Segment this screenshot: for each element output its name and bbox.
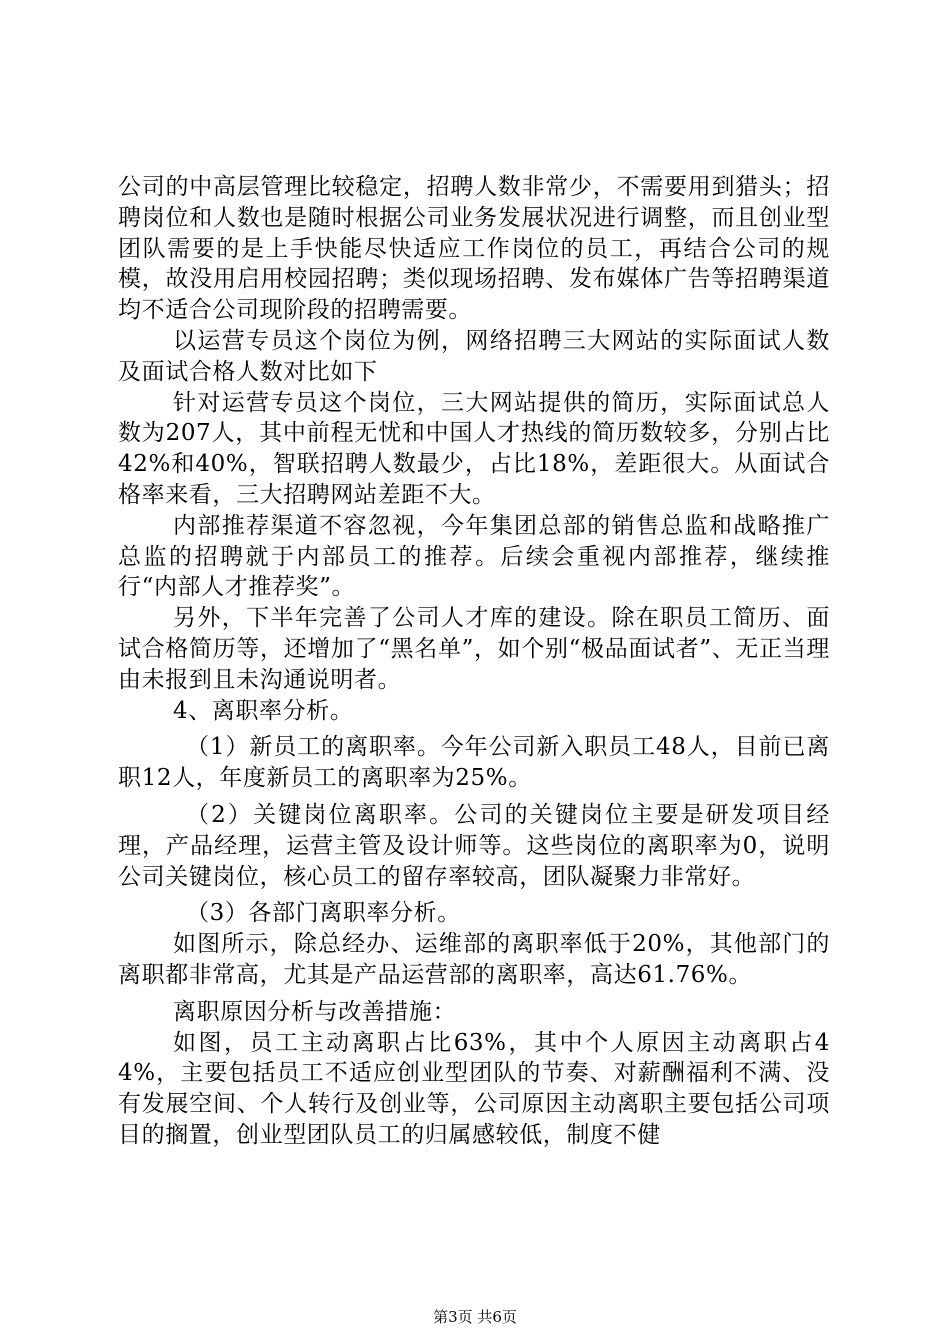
section-heading-turnover: 4、离职率分析。 [173,697,354,724]
paragraph-reasons-heading: 离职原因分析与改善措施： [173,998,457,1025]
paragraph-internal-referral: 内部推荐渠道不容忽视，今年集团总部的销售总监和战略推广总监的招聘就于内部员工的推荐。后续会重视内部推荐，继续推行“内部人才推荐奖”。 [118,512,830,601]
paragraph-resume-stats: 针对运营专员这个岗位，三大网站提供的简历，实际面试总人数为207人，其中前程无忧和中国人才热线的简历数较多，分别占比42%和40%，智联招聘人数最少，占比18%，差距很大。从面试合格率来看，三大招聘网站差距不大。 [118,389,830,508]
paragraph-continuation: 公司的中高层管理比较稳定，招聘人数非常少，不需要用到猎头；招聘岗位和人数也是随时根据公司业务发展状况进行调整，而且创业型团队需要的是上手快能尽快适应工作岗位的员工，再结合公司的规模，故没用启用校园招聘；类似现场招聘、发布媒体广告等招聘渠道均不适合公司现阶段的招聘需要。 [118,174,830,324]
paragraph-key-position-turnover: （2）关键岗位离职率。公司的关键岗位主要是研发项目经理，产品经理，运营主管及设计师等。这些岗位的离职率为0，说明公司关键岗位，核心员工的留存率较高，团队凝聚力非常好。 [118,801,830,890]
paragraph-department-turnover: 如图所示，除总经办、运维部的离职率低于20%，其他部门的离职都非常高，尤其是产品运营部的离职率，高达61.76%。 [118,931,830,988]
paragraph-operations-example: 以运营专员这个岗位为例，网络招聘三大网站的实际面试人数及面试合格人数对比如下 [118,327,830,385]
paragraph-talent-pool: 另外，下半年完善了公司人才库的建设。除在职员工简历、面试合格简历等，还增加了“黑名单”，如个别“极品面试者”、无正当理由未报到且未沟通说明者。 [118,605,830,693]
paragraph-reasons-analysis: 如图，员工主动离职占比63%，其中个人原因主动离职占44%，主要包括员工不适应创业型团队的节奏、对薪酬福利不满、没有发展空间、个人转行及创业等，公司原因主动离职主要包括公司项目的搁置，创业型团队员工的归属感较低，制度不健 [118,1029,830,1148]
paragraph-department-turnover-heading: （3）各部门离职率分析。 [186,900,461,927]
page-footer: 第3页 共6页 [433,1308,517,1326]
document-body [118,172,830,1151]
paragraph-new-employee-turnover: （1）新员工的离职率。今年公司新入职员工48人，目前已离职12人，年度新员工的离职率为25%。 [118,734,830,792]
